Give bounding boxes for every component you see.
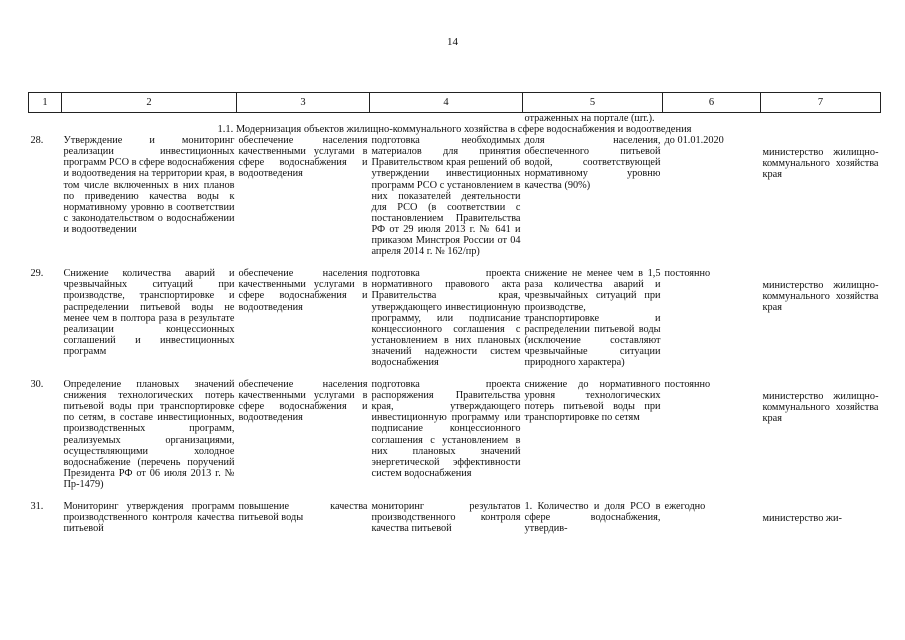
row-number: 28. bbox=[30, 135, 44, 147]
column-header: 2 bbox=[62, 93, 237, 113]
continued-indicator: отраженных на портале (шт.). bbox=[524, 113, 655, 124]
column-header: 6 bbox=[663, 93, 761, 113]
goal-cell: повышение качества питьевой воды bbox=[238, 501, 368, 524]
actions-cell: подготовка проекта нормативного правового акта Правительства края, утверждающего инвестиционную программу, или подписание концессионного соглашения с установлением в них плановых значений надежности систем водоснабжения bbox=[371, 268, 521, 368]
responsible-cell: министерство жилищно-коммунального хозяйства края bbox=[762, 147, 879, 181]
section-title: 1.1. Модернизация объектов жилищно-коммунального хозяйства в сфере водоснабжения и водоотведения bbox=[217, 124, 692, 136]
actions-cell: подготовка необходимых материалов для принятия Правительством края решений об утверждении инвестиционных программ РСО с установлением в них показателей деятельности для РСО (в соответствии с постановлением Правительства РФ от 29 июля 2013 г. № 641 и приказом Минстроя России от 04 апреля 2014 г. № 162/пр) bbox=[371, 135, 521, 258]
table-row bbox=[29, 268, 881, 368]
page-number: 14 bbox=[447, 36, 458, 48]
measure-cell: Мониторинг утверждения программ производственного контроля качества питьевой bbox=[63, 501, 235, 535]
column-header: 7 bbox=[761, 93, 881, 113]
column-header: 5 bbox=[523, 93, 663, 113]
table-row-continued bbox=[29, 113, 881, 125]
responsible-cell: министерство жилищно-коммунального хозяйства края bbox=[762, 280, 879, 314]
measure-cell: Утверждение и мониторинг реализации инвестиционных программ РСО в сфере водоснабжения и водоотведения на территории края, в том числе включенных в них планов по приведению качества воды к нормативному уровню в соответствии с законодательством о водоснабжении и водоотведении bbox=[63, 135, 235, 235]
row-number: 31. bbox=[30, 501, 44, 512]
deadline-cell: до 01.01.2020 bbox=[664, 135, 724, 147]
measure-cell: Снижение количества аварий и чрезвычайных ситуаций при производстве, транспортировке и распределении питьевой воды не менее чем в полтора раза в результате реализации концессионных соглашений и инвестиционных программ bbox=[63, 268, 235, 357]
indicator-cell: 1. Количество и доля РСО в сфере водоснабжения, утвердив- bbox=[524, 501, 661, 535]
goal-cell: обеспечение населения качественными услугами в сфере водоснабжения и водоотведения bbox=[238, 379, 368, 424]
indicator-cell: доля населения, обеспеченного питьевой водой, соответствующей нормативному уровню качества (90%) bbox=[524, 135, 661, 191]
column-header: 1 bbox=[29, 93, 62, 113]
table-row bbox=[29, 379, 881, 490]
plan-table bbox=[28, 92, 881, 534]
deadline-cell: ежегодно bbox=[664, 501, 706, 512]
responsible-cell: министерство жи- bbox=[762, 513, 842, 524]
responsible-cell: министерство жилищно-коммунального хозяйства края bbox=[762, 391, 879, 425]
actions-cell: подготовка проекта распоряжения Правительства края, утверждающего инвестиционную программу или подписание концессионного соглашения с установлением в них плановых значений энергетической эффективности систем водоснабжения bbox=[371, 379, 521, 479]
measure-cell: Определение плановых значений снижения технологических потерь питьевой воды при транспортировке по сетям, в составе инвестиционных, производственных программ, реализуемых организациями, осуществляющими холодное водоснабжение (перечень поручений Президента РФ от 06 июля 2013 г. № Пр-1479) bbox=[63, 379, 235, 490]
deadline-cell: постоянно bbox=[664, 268, 711, 280]
goal-cell: обеспечение населения качественными услугами в сфере водоснабжения и водоотведения bbox=[238, 268, 368, 313]
deadline-cell: постоянно bbox=[664, 379, 711, 391]
section-heading-row bbox=[29, 124, 881, 135]
column-header: 4 bbox=[370, 93, 523, 113]
indicator-cell: снижение не менее чем в 1,5 раза количества аварий и чрезвычайных ситуаций при производстве, транспортировке и распределении питьевой воды (исключение составляют чрезвычайные ситуации природного характера) bbox=[524, 268, 661, 368]
actions-cell: мониторинг результатов производственного контроля качества питьевой bbox=[371, 501, 521, 535]
row-number: 30. bbox=[30, 379, 44, 391]
table-row bbox=[29, 135, 881, 257]
row-number: 29. bbox=[30, 268, 44, 280]
table-header-row bbox=[29, 93, 881, 113]
indicator-cell: снижение до нормативного уровня технологических потерь питьевой воды при транспортировке по сетям bbox=[524, 379, 661, 424]
column-header: 3 bbox=[237, 93, 370, 113]
table-row bbox=[29, 501, 881, 534]
goal-cell: обеспечение населения качественными услугами в сфере водоснабжения и водоотведения bbox=[238, 135, 368, 180]
